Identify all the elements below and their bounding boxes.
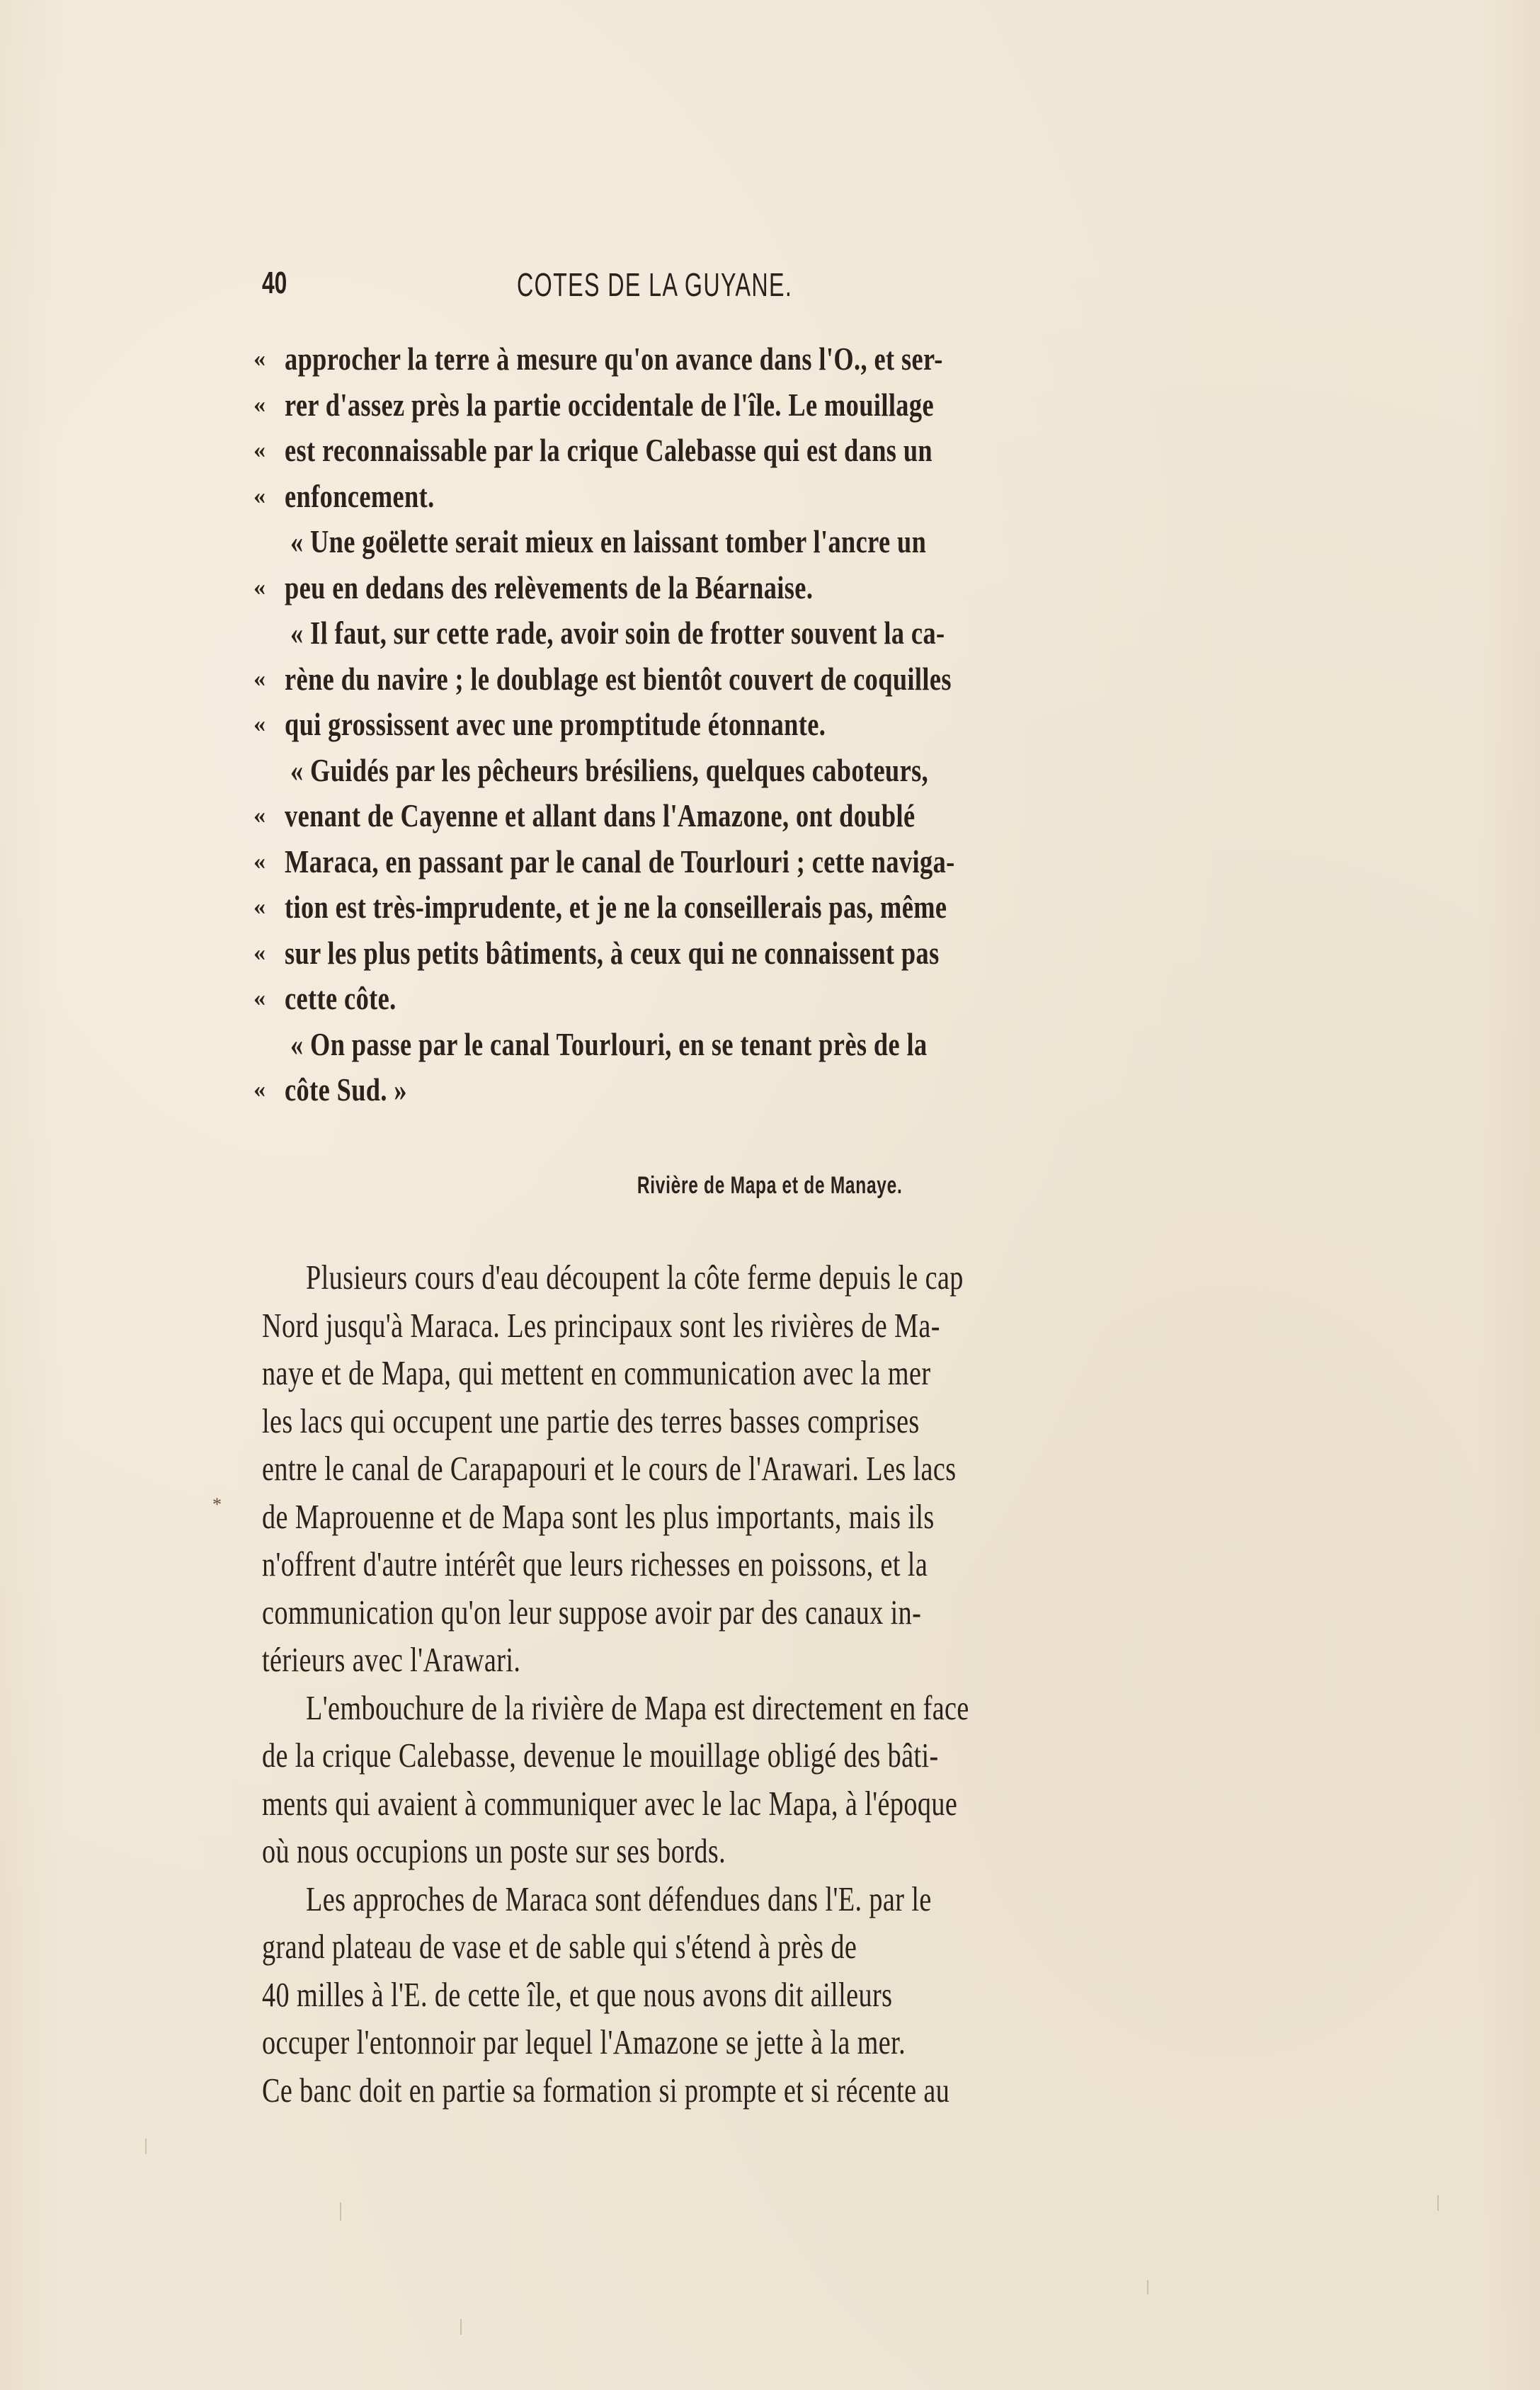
guillemet-mark: « — [253, 939, 266, 966]
running-head — [262, 266, 1296, 308]
body-text — [262, 1253, 1296, 2114]
quoted-paragraph-start: « Il faut, sur cette rade, avoir soin de frotter souvent la ca- — [290, 615, 945, 651]
running-title: COTES DE LA GUYANE. — [517, 266, 793, 303]
quoted-passage — [253, 336, 1296, 1113]
body-line: 40 milles à l'E. de cette île, et que nous avons dit ailleurs — [262, 1974, 893, 2014]
body-line: communication qu'on leur suppose avoir par des canaux in- — [262, 1592, 922, 1632]
guillemet-mark: « — [253, 665, 266, 692]
body-line: grand plateau de vase et de sable qui s'étend à près de — [262, 1927, 857, 1966]
guillemet-mark: « — [253, 711, 266, 737]
quoted-line: « rène du navire ; le doublage est bientôt couvert de coquilles — [262, 656, 1296, 702]
body-line: où nous occupions un poste sur ses bords. — [262, 1831, 726, 1870]
page-number: 40 — [262, 266, 287, 300]
body-line: Nord jusqu'à Maraca. Les principaux sont les rivières de Ma- — [262, 1305, 940, 1345]
paper-speck — [145, 2139, 147, 2154]
quoted-line: « rer d'assez près la partie occidentale de l'île. Le mouillage — [262, 382, 1296, 428]
body-line: ments qui avaient à communiquer avec le lac Mapa, à l'époque — [262, 1783, 958, 1823]
quoted-line: « côte Sud. » — [262, 1067, 1296, 1113]
body-line: de la crique Calebasse, devenue le mouillage obligé des bâti- — [262, 1736, 939, 1775]
quoted-line: « qui grossissent avec une promptitude étonnante. — [262, 702, 1296, 748]
section-heading-text: Rivière de Mapa et de Manaye. — [637, 1172, 903, 1199]
quoted-line: « est reconnaissable par la crique Calebasse qui est dans un — [262, 428, 1296, 474]
quoted-line: « cette côte. — [262, 976, 1296, 1022]
body-line: entre le canal de Carapapouri et le cours de l'Arawari. Les lacs — [262, 1449, 957, 1488]
paragraph-first-line: Plusieurs cours d'eau découpent la côte ferme depuis le cap — [306, 1258, 964, 1297]
paragraph-first-line: Les approches de Maraca sont défendues dans l'E. par le — [306, 1879, 932, 1918]
quoted-paragraph-start: « Une goëlette serait mieux en laissant tomber l'ancre un — [290, 523, 927, 559]
guillemet-mark: « — [253, 574, 266, 601]
guillemet-mark: « — [253, 437, 266, 463]
quoted-line: « enfoncement. — [262, 474, 1296, 520]
guillemet-mark: « — [253, 894, 266, 920]
paragraph-first-line: L'embouchure de la rivière de Mapa est directement en face — [306, 1688, 969, 1727]
body-line: n'offrent d'autre intérêt que leurs richesses en poissons, et la — [262, 1544, 928, 1583]
body-line: de Maprouenne et de Mapa sont les plus importants, mais ils — [262, 1496, 935, 1536]
guillemet-mark: « — [253, 985, 266, 1011]
quoted-line: « sur les plus petits bâtiments, à ceux qui ne connaissent pas — [262, 931, 1296, 977]
guillemet-mark: « — [253, 346, 266, 372]
margin-mark: * — [212, 1494, 222, 1515]
body-line: térieurs avec l'Arawari. — [262, 1640, 521, 1679]
body-line: naye et de Mapa, qui mettent en communication avec la mer — [262, 1353, 931, 1392]
quoted-line: « Maraca, en passant par le canal de Tourlouri ; cette naviga- — [262, 839, 1296, 885]
quoted-line: « approcher la terre à mesure qu'on avance dans l'O., et ser- — [262, 336, 1296, 382]
paper-speck — [460, 2319, 462, 2335]
guillemet-mark: « — [253, 482, 266, 509]
paper-speck — [1147, 2280, 1148, 2294]
guillemet-mark: « — [253, 391, 266, 418]
guillemet-mark: « — [253, 802, 266, 829]
guillemet-mark: « — [253, 1076, 266, 1103]
paper-speck — [1437, 2195, 1439, 2211]
paper-speck — [340, 2202, 341, 2221]
quoted-line: « tion est très-imprudente, et je ne la conseillerais pas, même — [262, 884, 1296, 931]
section-heading — [0, 1172, 1540, 1200]
guillemet-mark: « — [253, 848, 266, 875]
body-line: Ce banc doit en partie sa formation si prompte et si récente au — [262, 2070, 950, 2110]
quoted-line: « peu en dedans des relèvements de la Béarnaise. — [262, 565, 1296, 611]
body-line: les lacs qui occupent une partie des terres basses comprises — [262, 1401, 920, 1440]
quoted-paragraph-start: « Guidés par les pêcheurs brésiliens, quelques caboteurs, — [290, 751, 929, 788]
quoted-line: « venant de Cayenne et allant dans l'Amazone, ont doublé — [262, 793, 1296, 839]
quoted-paragraph-start: « On passe par le canal Tourlouri, en se tenant près de la — [290, 1025, 928, 1062]
body-line: occuper l'entonnoir par lequel l'Amazone se jette à la mer. — [262, 2022, 906, 2061]
